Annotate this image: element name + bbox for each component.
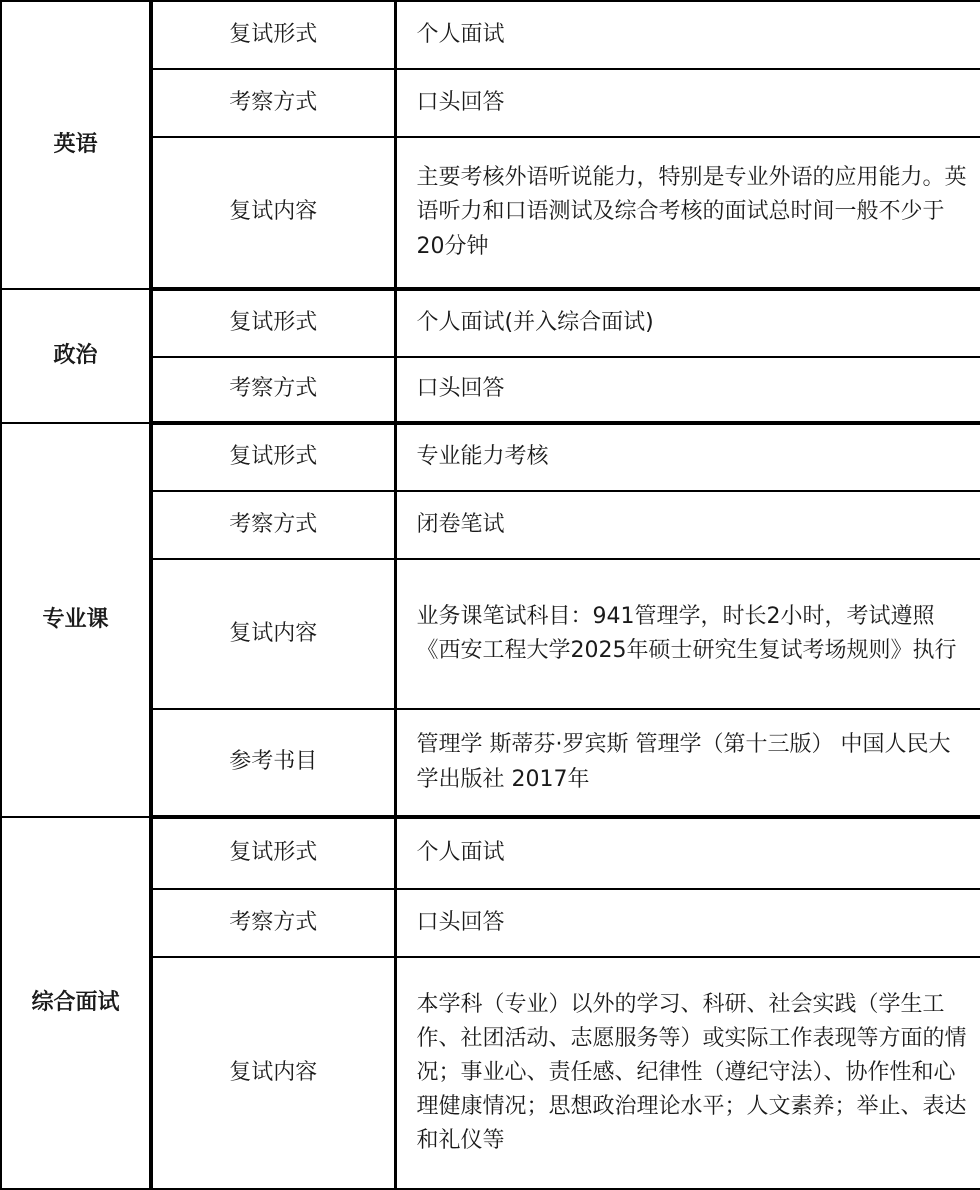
item-content: 个人面试 <box>395 1 980 69</box>
item-label: 考察方式 <box>151 491 395 559</box>
item-label: 考察方式 <box>151 889 395 957</box>
item-content: 闭卷笔试 <box>395 491 980 559</box>
item-content: 专业能力考核 <box>395 423 980 491</box>
subject-cell-comprehensive: 综合面试 <box>1 817 151 1189</box>
item-label: 复试形式 <box>151 1 395 69</box>
item-content: 本学科（专业）以外的学习、科研、社会实践（学生工作、社团活动、志愿服务等）或实际工作表现等方面的情况；事业心、责任感、纪律性（遵纪守法）、协作性和心理健康情况；思想政治理论水平；人文素养；举止、表达和礼仪等 <box>395 957 980 1189</box>
subject-cell-english: 英语 <box>1 1 151 289</box>
item-label: 考察方式 <box>151 357 395 423</box>
item-label: 考察方式 <box>151 69 395 137</box>
subject-cell-major: 专业课 <box>1 423 151 817</box>
item-content: 个人面试(并入综合面试) <box>395 289 980 357</box>
subject-cell-politics: 政治 <box>1 289 151 423</box>
item-label: 复试内容 <box>151 137 395 289</box>
item-content: 口头回答 <box>395 69 980 137</box>
item-content: 口头回答 <box>395 889 980 957</box>
item-content: 主要考核外语听说能力，特别是专业外语的应用能力。英语听力和口语测试及综合考核的面试总时间一般不少于20分钟 <box>395 137 980 289</box>
item-content: 个人面试 <box>395 817 980 889</box>
item-label: 复试形式 <box>151 289 395 357</box>
item-content: 业务课笔试科目：941管理学，时长2小时，考试遵照《西安工程大学2025年硕士研究生复试考场规则》执行 <box>395 559 980 709</box>
table-row <box>1 289 980 357</box>
table-row <box>1 423 980 491</box>
item-label: 复试内容 <box>151 559 395 709</box>
item-label: 复试形式 <box>151 423 395 491</box>
item-label: 复试形式 <box>151 817 395 889</box>
item-content: 管理学 斯蒂芬·罗宾斯 管理学（第十三版） 中国人民大学出版社 2017年 <box>395 709 980 817</box>
item-content: 口头回答 <box>395 357 980 423</box>
item-label: 复试内容 <box>151 957 395 1189</box>
item-label: 参考书目 <box>151 709 395 817</box>
table-row <box>1 817 980 889</box>
table-row <box>1 1 980 69</box>
